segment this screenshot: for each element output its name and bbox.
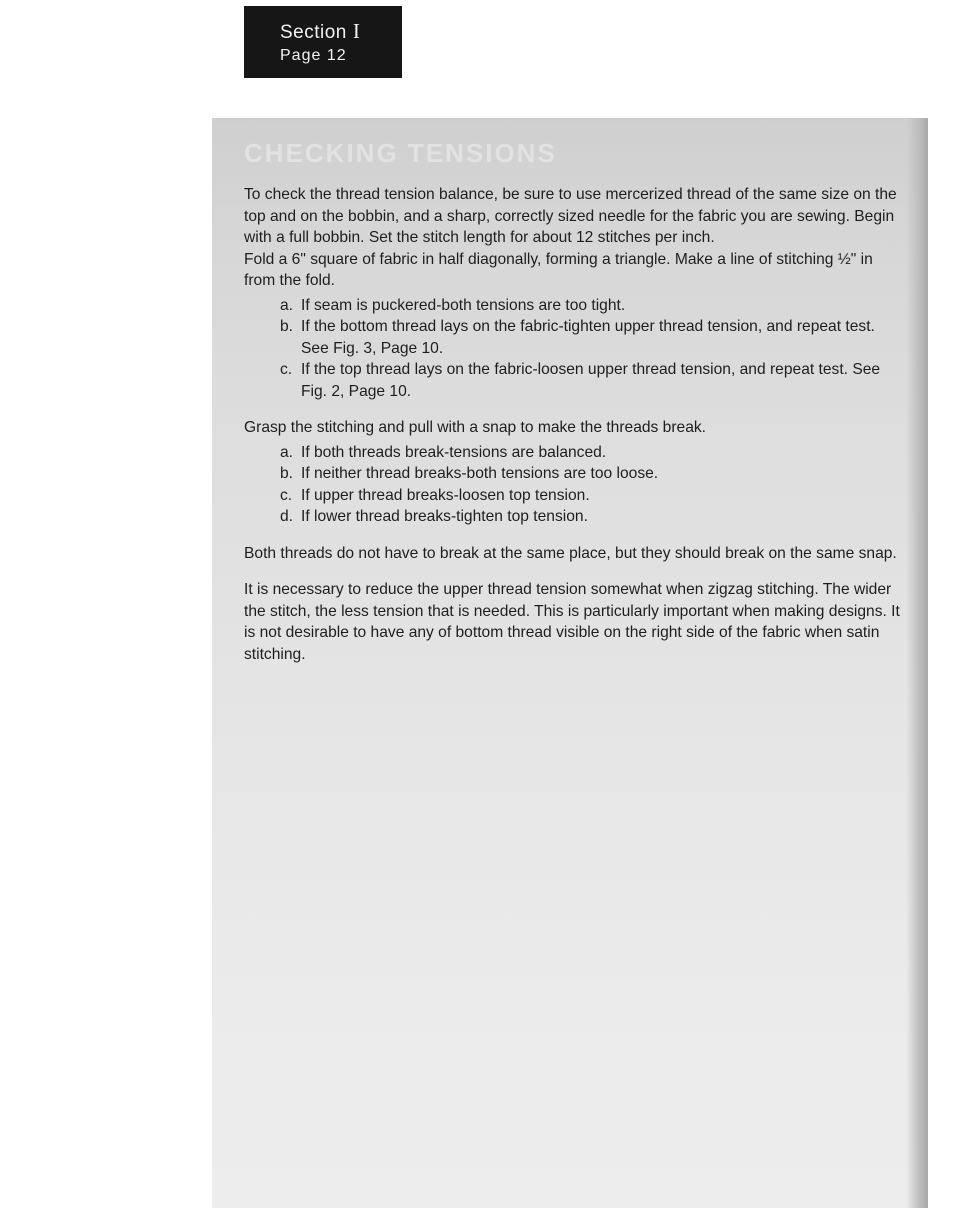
list-item: b. If the bottom thread lays on the fabric-tighten upper thread tension, and repeat test. See Fig. 3, Page 10. xyxy=(280,318,875,357)
list-item: a. If seam is puckered-both tensions are too tight. xyxy=(280,296,626,314)
section-label: Section I xyxy=(280,19,361,43)
section-page-tab xyxy=(244,6,402,78)
page-number: Page 12 xyxy=(280,47,347,64)
intro-paragraph: To check the thread tension balance, be sure to use mercerized thread of the same size on the top and on the bobbin, and a sharp, correctly sized needle for the fabric you are sewing. Begin with a full bobbin. Set the stitch length for about 12 stitches per inch. xyxy=(244,186,897,246)
zigzag-paragraph: It is necessary to reduce the upper thread tension somewhat when zigzag stitching. The wider the stitch, the less tension that is needed. This is particularly important when making designs. It is not desirable to have any of bottom thread visible on the right side of the fabric when satin stitching. xyxy=(244,581,900,663)
snap-paragraph: Both threads do not have to break at the same place, but they should break on the same snap. xyxy=(244,544,897,562)
seam-check-list xyxy=(244,295,900,403)
list-item: d. If lower thread breaks-tighten top tension. xyxy=(280,508,588,525)
break-check-list xyxy=(244,442,900,528)
body-text xyxy=(244,184,900,665)
panel-heading: CHECKING TENSIONS xyxy=(244,138,557,168)
section-number: I xyxy=(352,19,361,43)
list-item: c. If upper thread breaks-loosen top tension. xyxy=(280,486,590,504)
list-item: b. If neither thread breaks-both tensions are too loose. xyxy=(280,465,659,482)
list-item: c. If the top thread lays on the fabric-loosen upper thread tension, and repeat test. See Fig. 2, Page 10. xyxy=(280,361,881,400)
grasp-paragraph: Grasp the stitching and pull with a snap to make the threads break. xyxy=(244,419,707,436)
list-item: a. If both threads break-tensions are balanced. xyxy=(280,443,607,461)
fold-paragraph: Fold a 6" square of fabric in half diagonally, forming a triangle. Make a line of stitching ½" in from the fold. xyxy=(244,250,873,289)
